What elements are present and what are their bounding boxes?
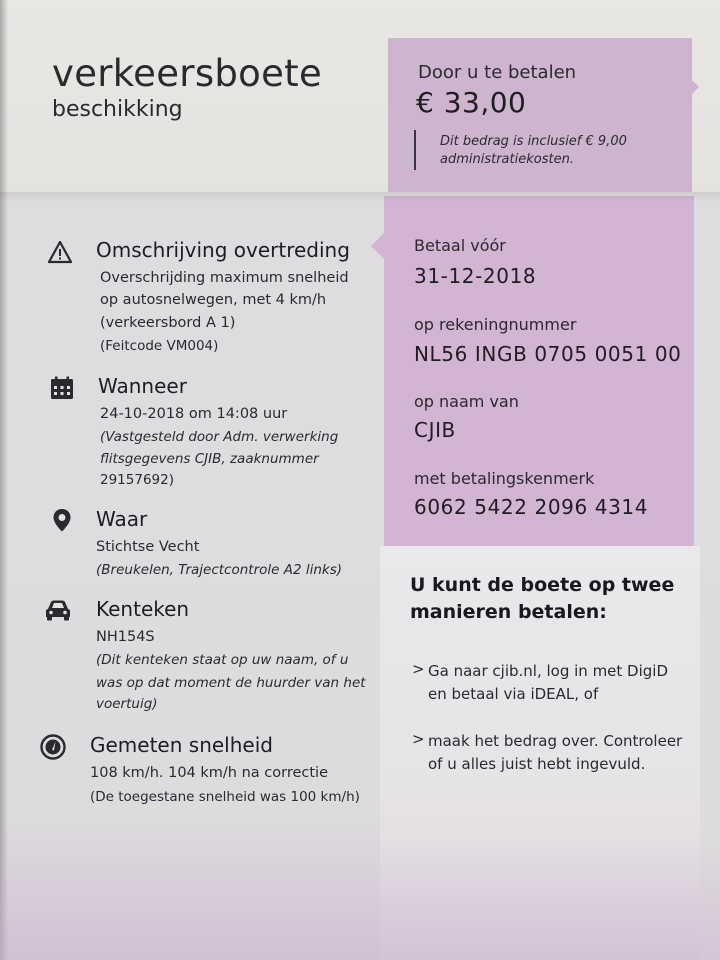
when-datetime: 24-10-2018 om 14:08 uur [100, 406, 288, 422]
plate-note2: was op dat moment de huurder van het [96, 675, 366, 691]
pay-option-transfer: maak het bedrag over. Controleer of u alles juist hebt ingevuld. [428, 732, 683, 773]
car-icon [44, 598, 72, 622]
reference-label: met betalingskenmerk [414, 469, 595, 488]
calendar-icon [50, 376, 74, 400]
speed-title: Gemeten snelheid [90, 733, 273, 757]
lower-left-tint [0, 820, 380, 960]
violation-line3: (verkeersbord A 1) [100, 315, 236, 331]
due-label: Betaal vóór [414, 236, 506, 255]
page-title: verkeersboete [52, 52, 323, 95]
violation-title: Omschrijving overtreding [96, 238, 350, 262]
paper-fold [0, 192, 720, 202]
when-note3: 29157692) [100, 472, 174, 488]
plate-note1: (Dit kenteken staat op uw naam, of u [96, 652, 349, 668]
payee-name: CJIB [414, 418, 456, 442]
payment-details-notch [371, 232, 385, 260]
inclusive-note: Dit bedrag is inclusief € 9,00 administratiekosten. [440, 134, 627, 167]
amount-panel-notch [686, 74, 699, 100]
name-label: op naam van [414, 392, 519, 411]
plate-title: Kenteken [96, 597, 190, 621]
where-note: (Breukelen, Trajectcontrole A2 links) [96, 562, 343, 578]
lower-right-tint [380, 840, 720, 960]
amount-value: € 33,00 [416, 86, 527, 119]
payment-reference: 6062 5422 2096 4314 [414, 495, 649, 519]
violation-code: (Feitcode VM004) [100, 338, 219, 354]
where-title: Waar [96, 507, 148, 531]
where-place: Stichtse Vecht [96, 539, 200, 555]
bullet-chevron-icon: > [412, 730, 425, 748]
bullet-chevron-icon: > [412, 660, 425, 678]
plate-value: NH154S [96, 629, 155, 645]
amount-label: Door u te betalen [418, 62, 577, 83]
location-pin-icon [50, 508, 74, 532]
pay-option-online: Ga naar cjib.nl, log in met DigiD en betaal via iDEAL, of [428, 662, 669, 703]
when-note1: (Vastgesteld door Adm. verwerking [100, 429, 339, 445]
warning-icon [48, 240, 72, 264]
account-label: op rekeningnummer [414, 315, 577, 334]
paper-edge-shadow [0, 0, 8, 960]
plate-note3: voertuig) [96, 696, 158, 712]
speedometer-icon [40, 734, 66, 760]
when-note2: flitsgegevens CJIB, zaaknummer [100, 451, 319, 467]
account-number: NL56 INGB 0705 0051 00 [414, 342, 682, 366]
how-to-pay-title: U kunt de boete op twee manieren betalen: [410, 574, 675, 623]
speed-value: 108 km/h. 104 km/h na correctie [90, 765, 328, 781]
speed-note: (De toegestane snelheid was 100 km/h) [90, 789, 360, 805]
when-title: Wanneer [98, 374, 187, 398]
note-bar [414, 130, 416, 170]
violation-line2: op autosnelwegen, met 4 km/h [100, 292, 327, 308]
due-date: 31-12-2018 [414, 264, 537, 288]
page-subtitle: beschikking [52, 97, 183, 122]
violation-line1: Overschrijding maximum snelheid [100, 270, 349, 286]
